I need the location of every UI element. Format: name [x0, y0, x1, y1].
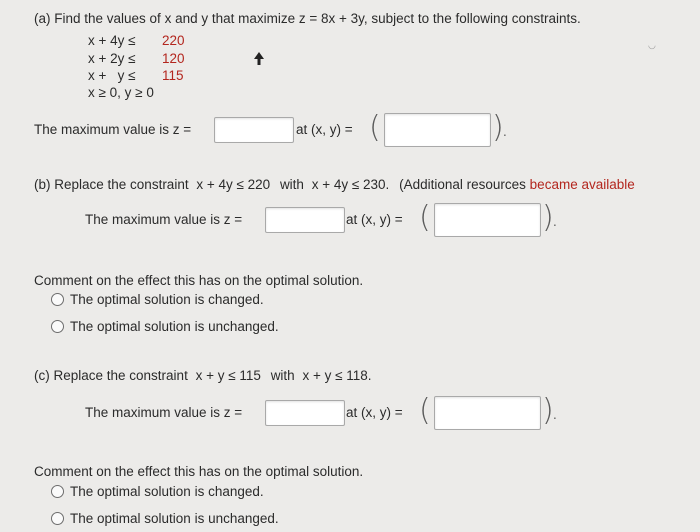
part-a-close-paren: ) [492, 110, 504, 145]
part-c-old-constraint: x + y ≤ 115 [195, 368, 261, 383]
part-c-comment: Comment on the effect this has on the optimal solution. [34, 464, 364, 479]
part-a-at-label: at (x, y) = [296, 122, 353, 137]
constraint-3-lhs: x + y ≤ [88, 68, 136, 83]
part-b-radio-changed[interactable] [51, 293, 64, 306]
part-a-max-label: The maximum value is z = [34, 122, 192, 137]
part-c-at-label: at (x, y) = [346, 405, 403, 420]
constraint-1-rhs: 220 [162, 33, 185, 48]
part-b-comment: Comment on the effect this has on the optimal solution. [34, 273, 364, 288]
part-b-max-label: The maximum value is z = [85, 212, 243, 227]
part-c-xy-input[interactable] [434, 396, 541, 430]
part-c-prompt [34, 368, 372, 383]
part-c-max-label: The maximum value is z = [85, 405, 243, 420]
mouse-cursor-icon [253, 52, 265, 66]
part-b-note: (Additional resources [399, 177, 526, 192]
constraint-2-lhs: x + 2y ≤ [88, 51, 136, 66]
scroll-mark-icon: ◡ [648, 40, 656, 50]
part-b-old-constraint: x + 4y ≤ 220 [196, 177, 271, 192]
part-b-at-label: at (x, y) = [346, 212, 403, 227]
part-c-option-unchanged: The optimal solution is unchanged. [70, 511, 279, 526]
part-a-z-input[interactable] [214, 117, 294, 143]
part-c-open-paren: ( [419, 393, 431, 428]
part-c-prompt-start: (c) Replace the constraint [34, 368, 188, 383]
part-b-z-input[interactable] [265, 207, 345, 233]
constraint-3-rhs: 115 [162, 68, 184, 83]
part-b-option-changed: The optimal solution is changed. [70, 292, 264, 307]
part-b-new-constraint: x + 4y ≤ 230. [311, 177, 390, 192]
constraint-2-rhs: 120 [162, 51, 185, 66]
part-c-with: with [270, 368, 295, 383]
part-c-radio-changed[interactable] [51, 485, 64, 498]
part-b-xy-input[interactable] [434, 203, 541, 237]
part-a-prompt: (a) Find the values of x and y that maximize z = 8x + 3y, subject to the following constraints. [34, 11, 581, 26]
part-c-radio-unchanged[interactable] [51, 512, 64, 525]
constraint-nonneg: x ≥ 0, y ≥ 0 [88, 85, 154, 100]
part-b-open-paren: ( [419, 200, 431, 235]
part-c-z-input[interactable] [265, 400, 345, 426]
part-a-period: . [503, 124, 507, 139]
part-b-period: . [553, 214, 557, 229]
part-b-with: with [279, 177, 304, 192]
part-b-close-paren: ) [542, 200, 554, 235]
part-b-prompt-start: (b) Replace the constraint [34, 177, 189, 192]
part-c-period: . [553, 407, 557, 422]
part-c-new-constraint: x + y ≤ 118. [302, 368, 372, 383]
part-b-option-unchanged: The optimal solution is unchanged. [70, 319, 279, 334]
part-c-option-changed: The optimal solution is changed. [70, 484, 264, 499]
part-a-xy-input[interactable] [384, 113, 491, 147]
part-b-prompt [34, 177, 635, 192]
constraint-1-lhs: x + 4y ≤ [88, 33, 136, 48]
part-b-radio-unchanged[interactable] [51, 320, 64, 333]
part-a-open-paren: ( [369, 110, 381, 145]
part-b-note-red: became available [529, 177, 635, 192]
part-c-close-paren: ) [542, 393, 554, 428]
